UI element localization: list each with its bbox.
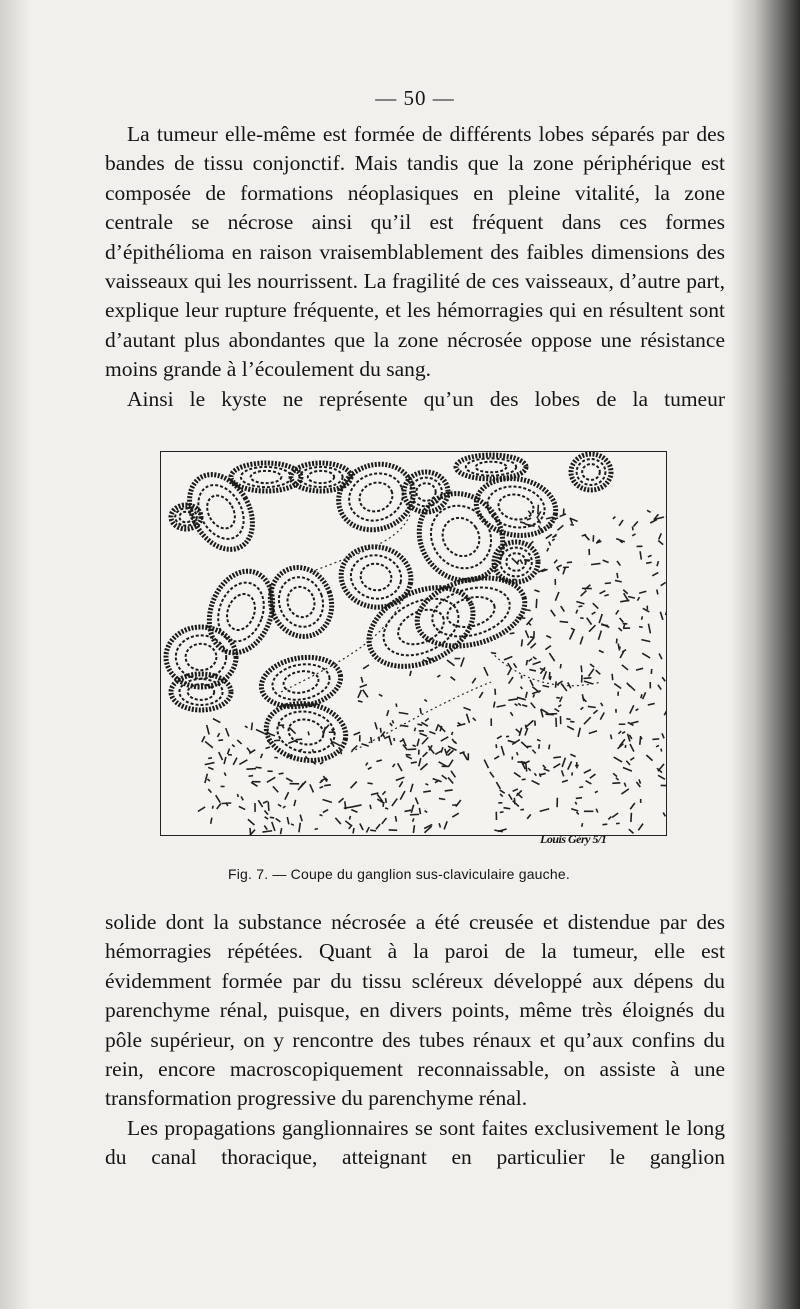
- page-shadow-left: [0, 0, 30, 1309]
- figure-caption: Fig. 7. — Coupe du ganglion sus-claviculaire gauche.: [228, 866, 570, 882]
- paragraph-4: Les propagations ganglionnaires se sont faites exclusivement le long du canal thoracique, atteignant en particulier le ganglion: [105, 1115, 725, 1170]
- paragraph-3: solide dont la substance nécrosée a été creusée et distendue par des hémorragies répétées. Quant à la paroi de la tumeur, elle est évidemment formée par du tissu scléreux développé aux dépens du parenchyme rénal, puisque, en divers points, même très éloignés du pôle supérieur, on y rencontre des tubes rénaux et qu’aux confins du rein, encore macroscopiquement reconnaissable, on assiste à une transformation progressive du parenchyme rénal.: [105, 910, 725, 1111]
- artist-signature: Louis Géry 5/1: [540, 832, 607, 846]
- text-block-bottom: [105, 908, 725, 1173]
- page-binding-shadow: [730, 0, 800, 1309]
- histology-figure: [160, 451, 667, 836]
- paragraph-2: Ainsi le kyste ne représente qu’un des lobes de la tumeur: [127, 386, 725, 411]
- histology-drawing: [161, 452, 666, 835]
- page-number: — 50 —: [375, 86, 455, 110]
- text-block-top: [105, 120, 725, 414]
- paragraph-1: La tumeur elle-même est formée de différents lobes séparés par des bandes de tissu conjonctif. Mais tandis que la zone périphérique est composée de formations néoplasiques en pleine vitalité, la zone centrale se nécrose ainsi qu’il est fréquent dans ces formes d’épithélioma en raison vraisemblablement des faibles dimensions des vaisseaux qui les nourrissent. La fragilité de ces vaisseaux, d’autre part, explique leur rupture fréquente, et les hémorragies qui en résultent sont d’autant plus abondantes que la zone nécrosée oppose une résistance moins grande à l’écoulement du sang.: [105, 122, 725, 382]
